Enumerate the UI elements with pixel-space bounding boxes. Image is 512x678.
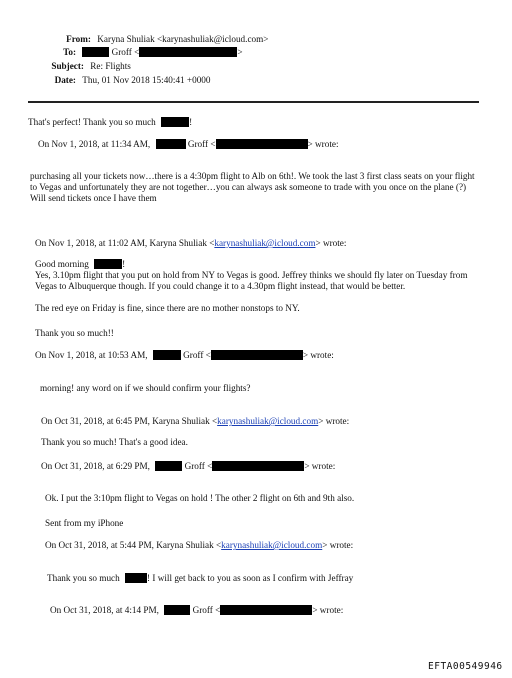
header-from: [28, 34, 268, 45]
quote-header: [50, 605, 343, 616]
quote-wrote: > wrote:: [302, 350, 334, 360]
quote-intro: On Oct 31, 2018, at 6:29 PM,: [41, 461, 150, 471]
quote-wrote: > wrote:: [315, 238, 347, 248]
subject-value: Re: Flights: [90, 61, 131, 71]
redaction-bar: [139, 47, 237, 57]
to-end: >: [237, 47, 243, 57]
redaction-bar: [94, 259, 122, 269]
quote-header: [35, 350, 334, 361]
greeting-text: Good morning: [35, 259, 89, 269]
reply-excl: !: [189, 117, 193, 127]
quote-wrote: > wrote:: [322, 540, 354, 550]
quote-intro: On Nov 1, 2018, at 11:34 AM,: [38, 139, 151, 149]
quote-intro: On Oct 31, 2018, at 4:14 PM,: [50, 605, 159, 615]
redaction-bar: [216, 139, 308, 149]
redaction-bar: [156, 139, 186, 149]
thanks-line: Thank you so much!!: [35, 328, 114, 338]
from-value: Karyna Shuliak <karynashuliak@icloud.com>: [97, 34, 269, 44]
date-value: Thu, 01 Nov 2018 15:40:41 +0000: [82, 75, 211, 85]
header-divider: [28, 101, 479, 103]
quote-header: [35, 238, 346, 249]
quote-body: [47, 573, 353, 584]
redaction-bar: [155, 461, 182, 471]
quote-name: Groff <: [184, 461, 213, 471]
quote-body: Ok. I put the 3:10pm flight to Vegas on hold ! The other 2 flight on 6th and 9th also.: [45, 493, 355, 503]
email-link[interactable]: karynashuliak@icloud.com: [214, 238, 316, 248]
quote-wrote: > wrote:: [304, 461, 336, 471]
redaction-bar: [211, 350, 303, 360]
quote-name: Groff <: [183, 350, 211, 360]
redaction-bar: [212, 461, 304, 471]
header-date: [28, 75, 211, 86]
reply-text: That's perfect! Thank you so much: [28, 117, 156, 127]
redaction-bar: [220, 605, 312, 615]
quote-wrote: > wrote:: [318, 416, 350, 426]
email-link[interactable]: karynashuliak@icloud.com: [221, 540, 323, 550]
quote-body: Thank you so much! That's a good idea.: [41, 437, 188, 447]
quote-body-rest: ! I will get back to you as soon as I confirm with Jeffray: [147, 573, 354, 583]
date-label: Date:: [54, 75, 76, 85]
quote-wrote: > wrote:: [312, 605, 344, 615]
redaction-bar: [125, 573, 147, 583]
greeting-line: [35, 259, 125, 270]
quote-body-2: The red eye on Friday is fine, since there are no mother nonstops to NY.: [35, 303, 300, 313]
header-subject: [28, 61, 131, 72]
quote-name: Groff <: [192, 605, 221, 615]
quote-intro: On Oct 31, 2018, at 5:44 PM, Karyna Shuliak <: [45, 540, 222, 550]
thanks-text: Thank you so much: [47, 573, 120, 583]
quote-header: [41, 416, 349, 427]
quote-body: purchasing all your tickets now…there is a 4:30pm flight to Alb on 6th!. We took the last 3 first class seats on your flight to Vegas and unfortunately they are not together…you can always ask someone to trade with you once on the plane (?) Will send tickets once I have them: [30, 171, 475, 203]
redaction-bar: [153, 350, 181, 360]
from-label: From:: [66, 34, 91, 44]
redaction-bar: [164, 605, 190, 615]
to-name: Groff <: [111, 47, 140, 57]
header-to: [28, 47, 243, 58]
quote-header: [45, 540, 353, 551]
document-id: EFTA00549946: [428, 661, 503, 672]
quote-name: Groff <: [187, 139, 216, 149]
redaction-bar: [161, 117, 189, 127]
email-link[interactable]: karynashuliak@icloud.com: [217, 416, 319, 426]
quote-intro: On Oct 31, 2018, at 6:45 PM, Karyna Shuliak <: [41, 416, 218, 426]
quote-header: [41, 461, 335, 472]
sent-from-line: Sent from my iPhone: [45, 518, 124, 528]
quote-header: [38, 139, 339, 150]
greeting-excl: !: [122, 259, 126, 269]
to-label: To:: [63, 47, 76, 57]
quote-body: Yes, 3.10pm flight that you put on hold from NY to Vegas is good. Jeffrey thinks we should fly later on Tuesday from Vegas to Albuquerque though. If you could change it to a 4.30pm flight instead, that would be better.: [35, 270, 468, 291]
quote-intro: On Nov 1, 2018, at 10:53 AM,: [35, 350, 148, 360]
reply-line: [28, 117, 192, 128]
quote-wrote: > wrote:: [307, 139, 339, 149]
quote-body: morning! any word on if we should confirm your flights?: [40, 383, 251, 393]
subject-label: Subject:: [51, 61, 84, 71]
quote-intro: On Nov 1, 2018, at 11:02 AM, Karyna Shuliak <: [35, 238, 215, 248]
redaction-bar: [82, 47, 109, 57]
